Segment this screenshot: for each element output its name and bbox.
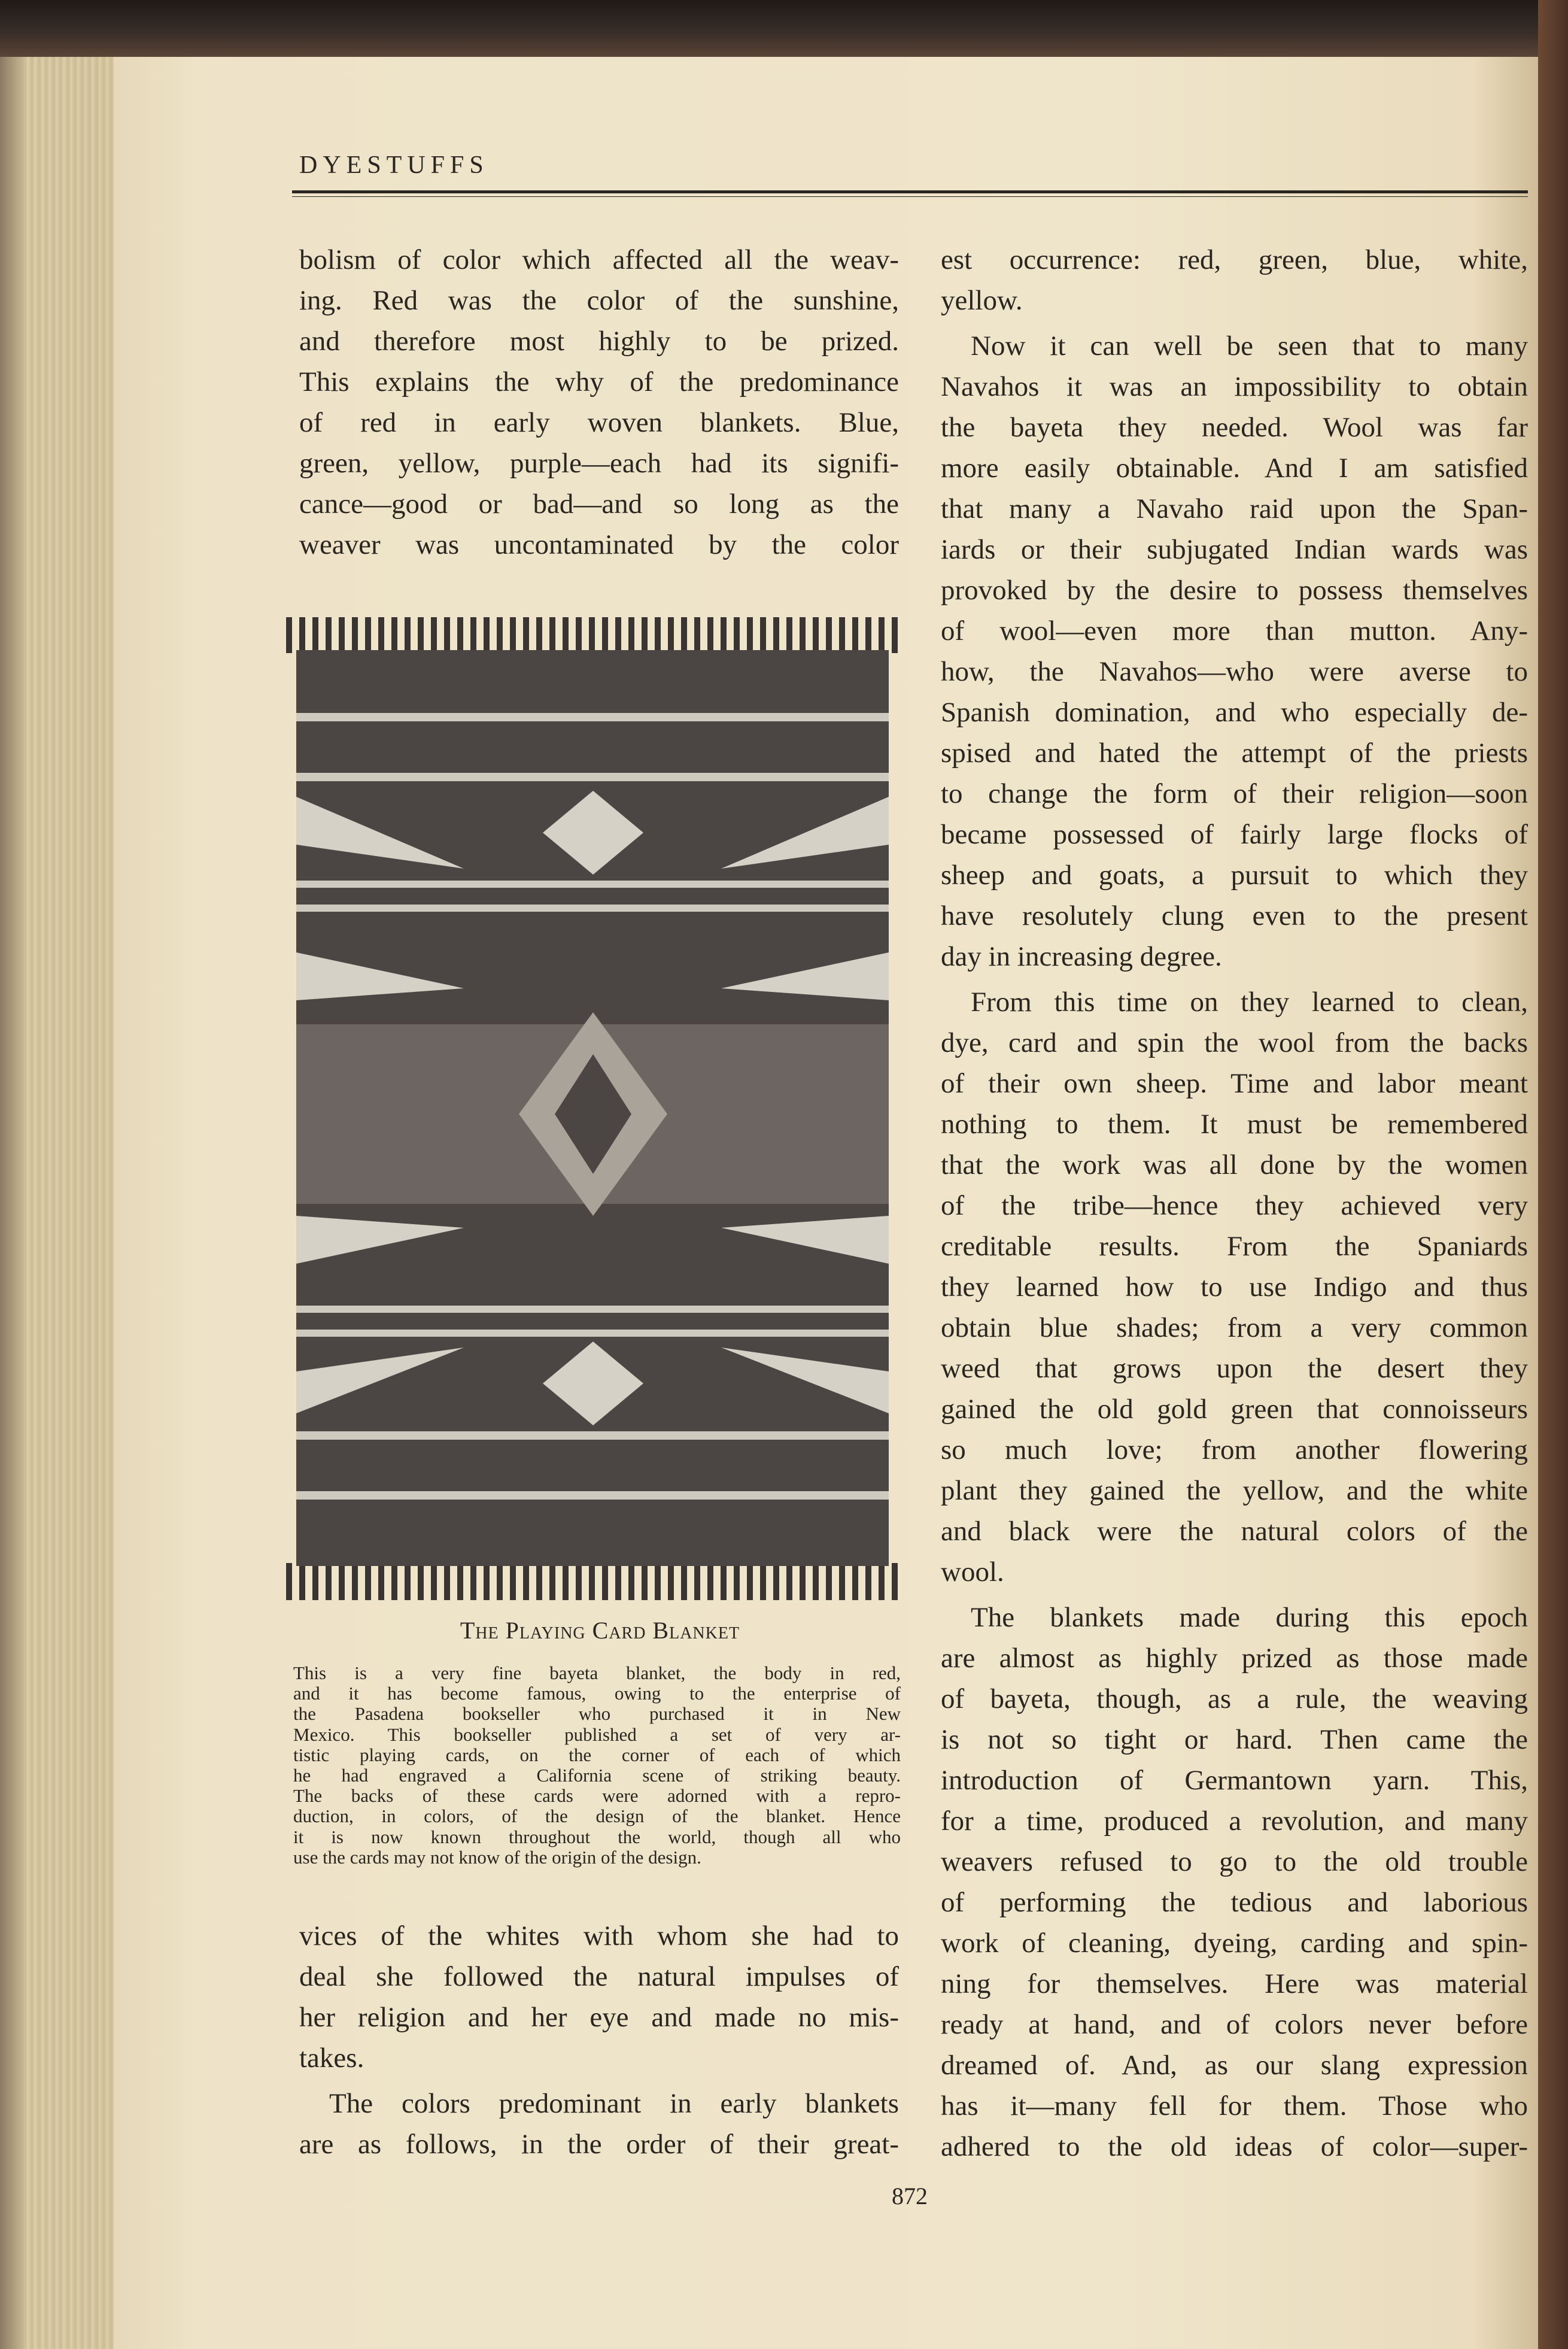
text-line: tistic playing cards, on the corner of each of which (293, 1744, 901, 1765)
text-line: so much love; from another flowering (941, 1434, 1528, 1465)
text-line: ning for themselves. Here was material (941, 1968, 1528, 1999)
text-line: sheep and goats, a pursuit to which they (941, 860, 1528, 891)
text-line: day in increasing degree. (941, 941, 1222, 972)
right-column (941, 239, 1528, 2167)
text-line: introduction of Germantown yarn. This, (941, 1765, 1528, 1796)
text-line: This is a very fine bayeta blanket, the body in red, (293, 1662, 901, 1683)
text-line: how, the Navahos—who were averse to (941, 656, 1528, 687)
text-line: that the work was all done by the women (941, 1149, 1528, 1180)
text-line: weed that grows upon the desert they (941, 1353, 1528, 1384)
text-line: of the tribe—hence they achieved very (941, 1190, 1528, 1221)
text-line: nothing to them. It must be remembered (941, 1109, 1528, 1140)
text-line: her religion and her eye and made no mis- (299, 2002, 899, 2033)
text-line: gained the old gold green that connoisseurs (941, 1394, 1528, 1425)
text-line: dreamed of. And, as our slang expression (941, 2050, 1528, 2081)
text-line: work of cleaning, dyeing, carding and spin- (941, 1928, 1528, 1959)
text-line: he had engraved a California scene of striking beauty. (293, 1765, 901, 1786)
text-line: of wool—even more than mutton. Any- (941, 615, 1528, 647)
text-line: Now it can well be seen that to many (971, 330, 1528, 362)
text-line: the Pasadena bookseller who purchased it in New (293, 1703, 901, 1725)
text-line: green, yellow, purple—each had its signifi- (299, 448, 899, 479)
text-line: has it—many fell for them. Those who (941, 2090, 1528, 2122)
text-line: weavers refused to go to the old trouble (941, 1846, 1528, 1877)
text-line: it is now known throughout the world, though all who (293, 1826, 901, 1847)
text-line: bolism of color which affected all the weav- (299, 244, 899, 275)
text-line: cance—good or bad—and so long as the (299, 488, 899, 520)
text-line: Mexico. This bookseller published a set of very ar- (293, 1723, 901, 1745)
figure-caption-title: The Playing Card Blanket (460, 1617, 740, 1644)
text-line: The colors predominant in early blankets (329, 2088, 899, 2119)
text-line: is not so tight or hard. Then came the (941, 1724, 1528, 1755)
text-line: and it has become famous, owing to the enterprise of (293, 1683, 901, 1704)
text-line: and therefore most highly to be prized. (299, 326, 899, 357)
book-spine (1538, 0, 1568, 2349)
text-line: plant they gained the yellow, and the white (941, 1475, 1528, 1506)
page-number: 872 (892, 2183, 928, 2210)
text-line: are almost as highly prized as those made (941, 1643, 1528, 1674)
text-line: and black were the natural colors of the (941, 1516, 1528, 1547)
running-header: DYESTUFFS (299, 151, 489, 179)
text-line: of their own sheep. Time and labor meant (941, 1068, 1528, 1099)
text-line: of performing the tedious and laborious (941, 1887, 1528, 1918)
text-line: they learned how to use Indigo and thus (941, 1271, 1528, 1303)
text-line: The backs of these cards were adorned with a repro- (293, 1785, 901, 1807)
book-cover-top (0, 0, 1568, 57)
blanket-photo (284, 617, 902, 1600)
text-line: deal she followed the natural impulses of (299, 1961, 899, 1992)
text-line: weaver was uncontaminated by the color (299, 529, 899, 560)
text-line: provoked by the desire to possess themselves (941, 575, 1528, 606)
left-column-bottom (299, 1916, 899, 2165)
text-line: that many a Navaho raid upon the Span- (941, 493, 1528, 524)
text-line: spised and hated the attempt of the priests (941, 738, 1528, 769)
header-rule (292, 190, 1528, 193)
text-line: have resolutely clung even to the present (941, 900, 1528, 931)
text-line: of red in early woven blankets. Blue, (299, 407, 899, 438)
text-line: became possessed of fairly large flocks of (941, 819, 1528, 850)
book-edge-shadow (0, 57, 24, 2349)
text-line: Navahos it was an impossibility to obtain (941, 371, 1528, 402)
text-line: iards or their subjugated Indian wards was (941, 534, 1528, 565)
left-column-top (299, 239, 899, 565)
text-line: for a time, produced a revolution, and many (941, 1805, 1528, 1837)
text-line: creditable results. From the Spaniards (941, 1231, 1528, 1262)
text-line: takes. (299, 2043, 364, 2074)
text-line: ing. Red was the color of the sunshine, (299, 285, 899, 316)
text-line: to change the form of their religion—soon (941, 778, 1528, 809)
text-line: dye, card and spin the wool from the backs (941, 1027, 1528, 1058)
text-line: yellow. (941, 285, 1023, 316)
text-line: adhered to the old ideas of color—super- (941, 2131, 1528, 2162)
text-line: more easily obtainable. And I am satisfied (941, 453, 1528, 484)
text-line: use the cards may not know of the origin of the design. (293, 1846, 701, 1868)
figure-caption (293, 1663, 901, 1868)
text-line: From this time on they learned to clean, (971, 987, 1528, 1018)
text-line: wool. (941, 1556, 1004, 1588)
text-line: est occurrence: red, green, blue, white, (941, 244, 1528, 275)
text-line: vices of the whites with whom she had to (299, 1920, 899, 1952)
text-line: duction, in colors, of the design of the blanket. Hence (293, 1805, 901, 1827)
text-line: Spanish domination, and who especially de- (941, 697, 1528, 728)
text-line: The blankets made during this epoch (971, 1602, 1528, 1633)
header-rule-thin (292, 196, 1528, 197)
text-line: ready at hand, and of colors never before (941, 2009, 1528, 2040)
text-line: the bayeta they needed. Wool was far (941, 412, 1528, 443)
text-line: obtain blue shades; from a very common (941, 1312, 1528, 1343)
text-line: This explains the why of the predominance (299, 366, 899, 397)
text-line: are as follows, in the order of their great- (299, 2129, 899, 2160)
text-line: of bayeta, though, as a rule, the weaving (941, 1683, 1528, 1714)
